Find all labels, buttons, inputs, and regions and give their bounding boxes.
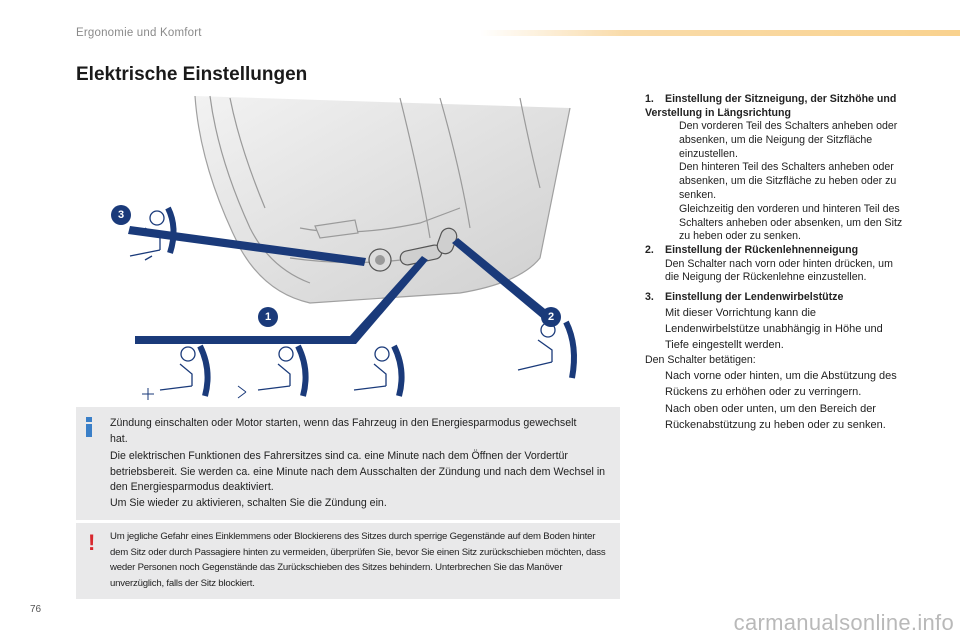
item-3-text: Mit dieser Vorrichtung kann die Lendenwirbelstütze unabhängig in Höhe und Tiefe eingestellt werden. — [665, 306, 883, 351]
item-1-number: 1. — [645, 93, 654, 105]
warning-box — [76, 523, 620, 599]
item-1-title — [645, 93, 907, 120]
lumbar-bullet-text: Nach oben oder unten, um den Bereich der Rückenabstützung zu heben oder zu senken. — [665, 402, 886, 432]
item-3-title-text: Einstellung der Lendenwirbelstütze — [665, 291, 844, 304]
info-text-2b: Um Sie wieder zu aktivieren, schalten Sie die Zündung ein. — [110, 496, 387, 509]
lumbar-bullet-text: Nach vorne oder hinten, um die Abstützung des Rückens zu erhöhen oder zu verringern. — [665, 369, 897, 399]
seat-drawing — [195, 96, 570, 303]
item-2-title — [645, 244, 907, 258]
item-2-number: 2. — [645, 244, 654, 257]
section-header: Ergonomie und Komfort — [76, 27, 202, 39]
item-2-title-text: Einstellung der Rückenlehnenneigung — [665, 244, 859, 257]
callout-3: 3 — [111, 205, 131, 225]
page-number: 76 — [30, 604, 42, 615]
item-3-number: 3. — [645, 291, 654, 304]
item-1-title-text: Einstellung der Sitzneigung, der Sitzhöhe und Verstellung in Längsrichtung — [645, 93, 897, 119]
info-icon — [86, 417, 92, 437]
info-box — [76, 407, 620, 520]
callout-1: 1 — [258, 307, 278, 327]
header-rule — [480, 30, 960, 36]
watermark: carmanualsonline.info — [733, 610, 954, 635]
item-1-bullet-text: Gleichzeitig den vorderen und hinteren Teil des Schalters anheben oder absenken, um den Sitz zu heben oder zu senken. — [679, 202, 903, 243]
info-text-2 — [110, 449, 610, 511]
warning-icon: ! — [88, 530, 96, 555]
lead-text: Den Schalter betätigen: — [645, 353, 756, 366]
info-text-1: Zündung einschalten oder Motor starten, wenn das Fahrzeug in den Energiesparmodus gewechselt hat. — [110, 417, 577, 445]
item-1-bullet — [645, 161, 907, 202]
instructions-column — [645, 93, 907, 434]
seat-illustration — [100, 88, 600, 410]
lumbar-bullet — [645, 368, 907, 401]
item-1-bullet — [645, 120, 907, 161]
item-1-bullet-text: Den hinteren Teil des Schalters anheben oder absenken, um die Sitzfläche zu heben oder zu senken. — [679, 161, 897, 201]
warning-text: Um jegliche Gefahr eines Einklemmens oder Blockierens des Sitzes durch sperrige Gegenstände auf dem Boden hinter dem Sitz oder durch Passagiere hinten zu vermeiden, überprüfen Sie, bevor Sie einen Sitz zurückschieben möchten, dass weder Personen noch Gegenstände das Zurückschieben des Sitzes behindern. Unterbrechen Sie das Manöver unverzüglich, falls der Sitz blockiert. — [110, 531, 606, 589]
page-title: Elektrische Einstellungen — [76, 64, 308, 85]
info-text-2a: Die elektrischen Funktionen des Fahrersitzes sind ca. eine Minute nach dem Öffnen der Vordertür betriebsbereit. Sie werden ca. eine Minute nach dem Ausschalten der Zündung und nach dem Wechsel in den Energiesparmodus deaktiviert. — [110, 450, 606, 493]
callout-2: 2 — [541, 307, 561, 327]
item-1-bullet-text: Den vorderen Teil des Schalters anheben oder absenken, um die Neigung der Sitzfläche einzustellen. — [679, 120, 898, 160]
item-2-text: Den Schalter nach vorn oder hinten drücken, um die Neigung der Rückenlehne einzustellen. — [665, 257, 893, 284]
item-1-bullet — [645, 203, 907, 244]
item-3-title — [645, 291, 907, 305]
lumbar-bullet — [645, 401, 907, 434]
